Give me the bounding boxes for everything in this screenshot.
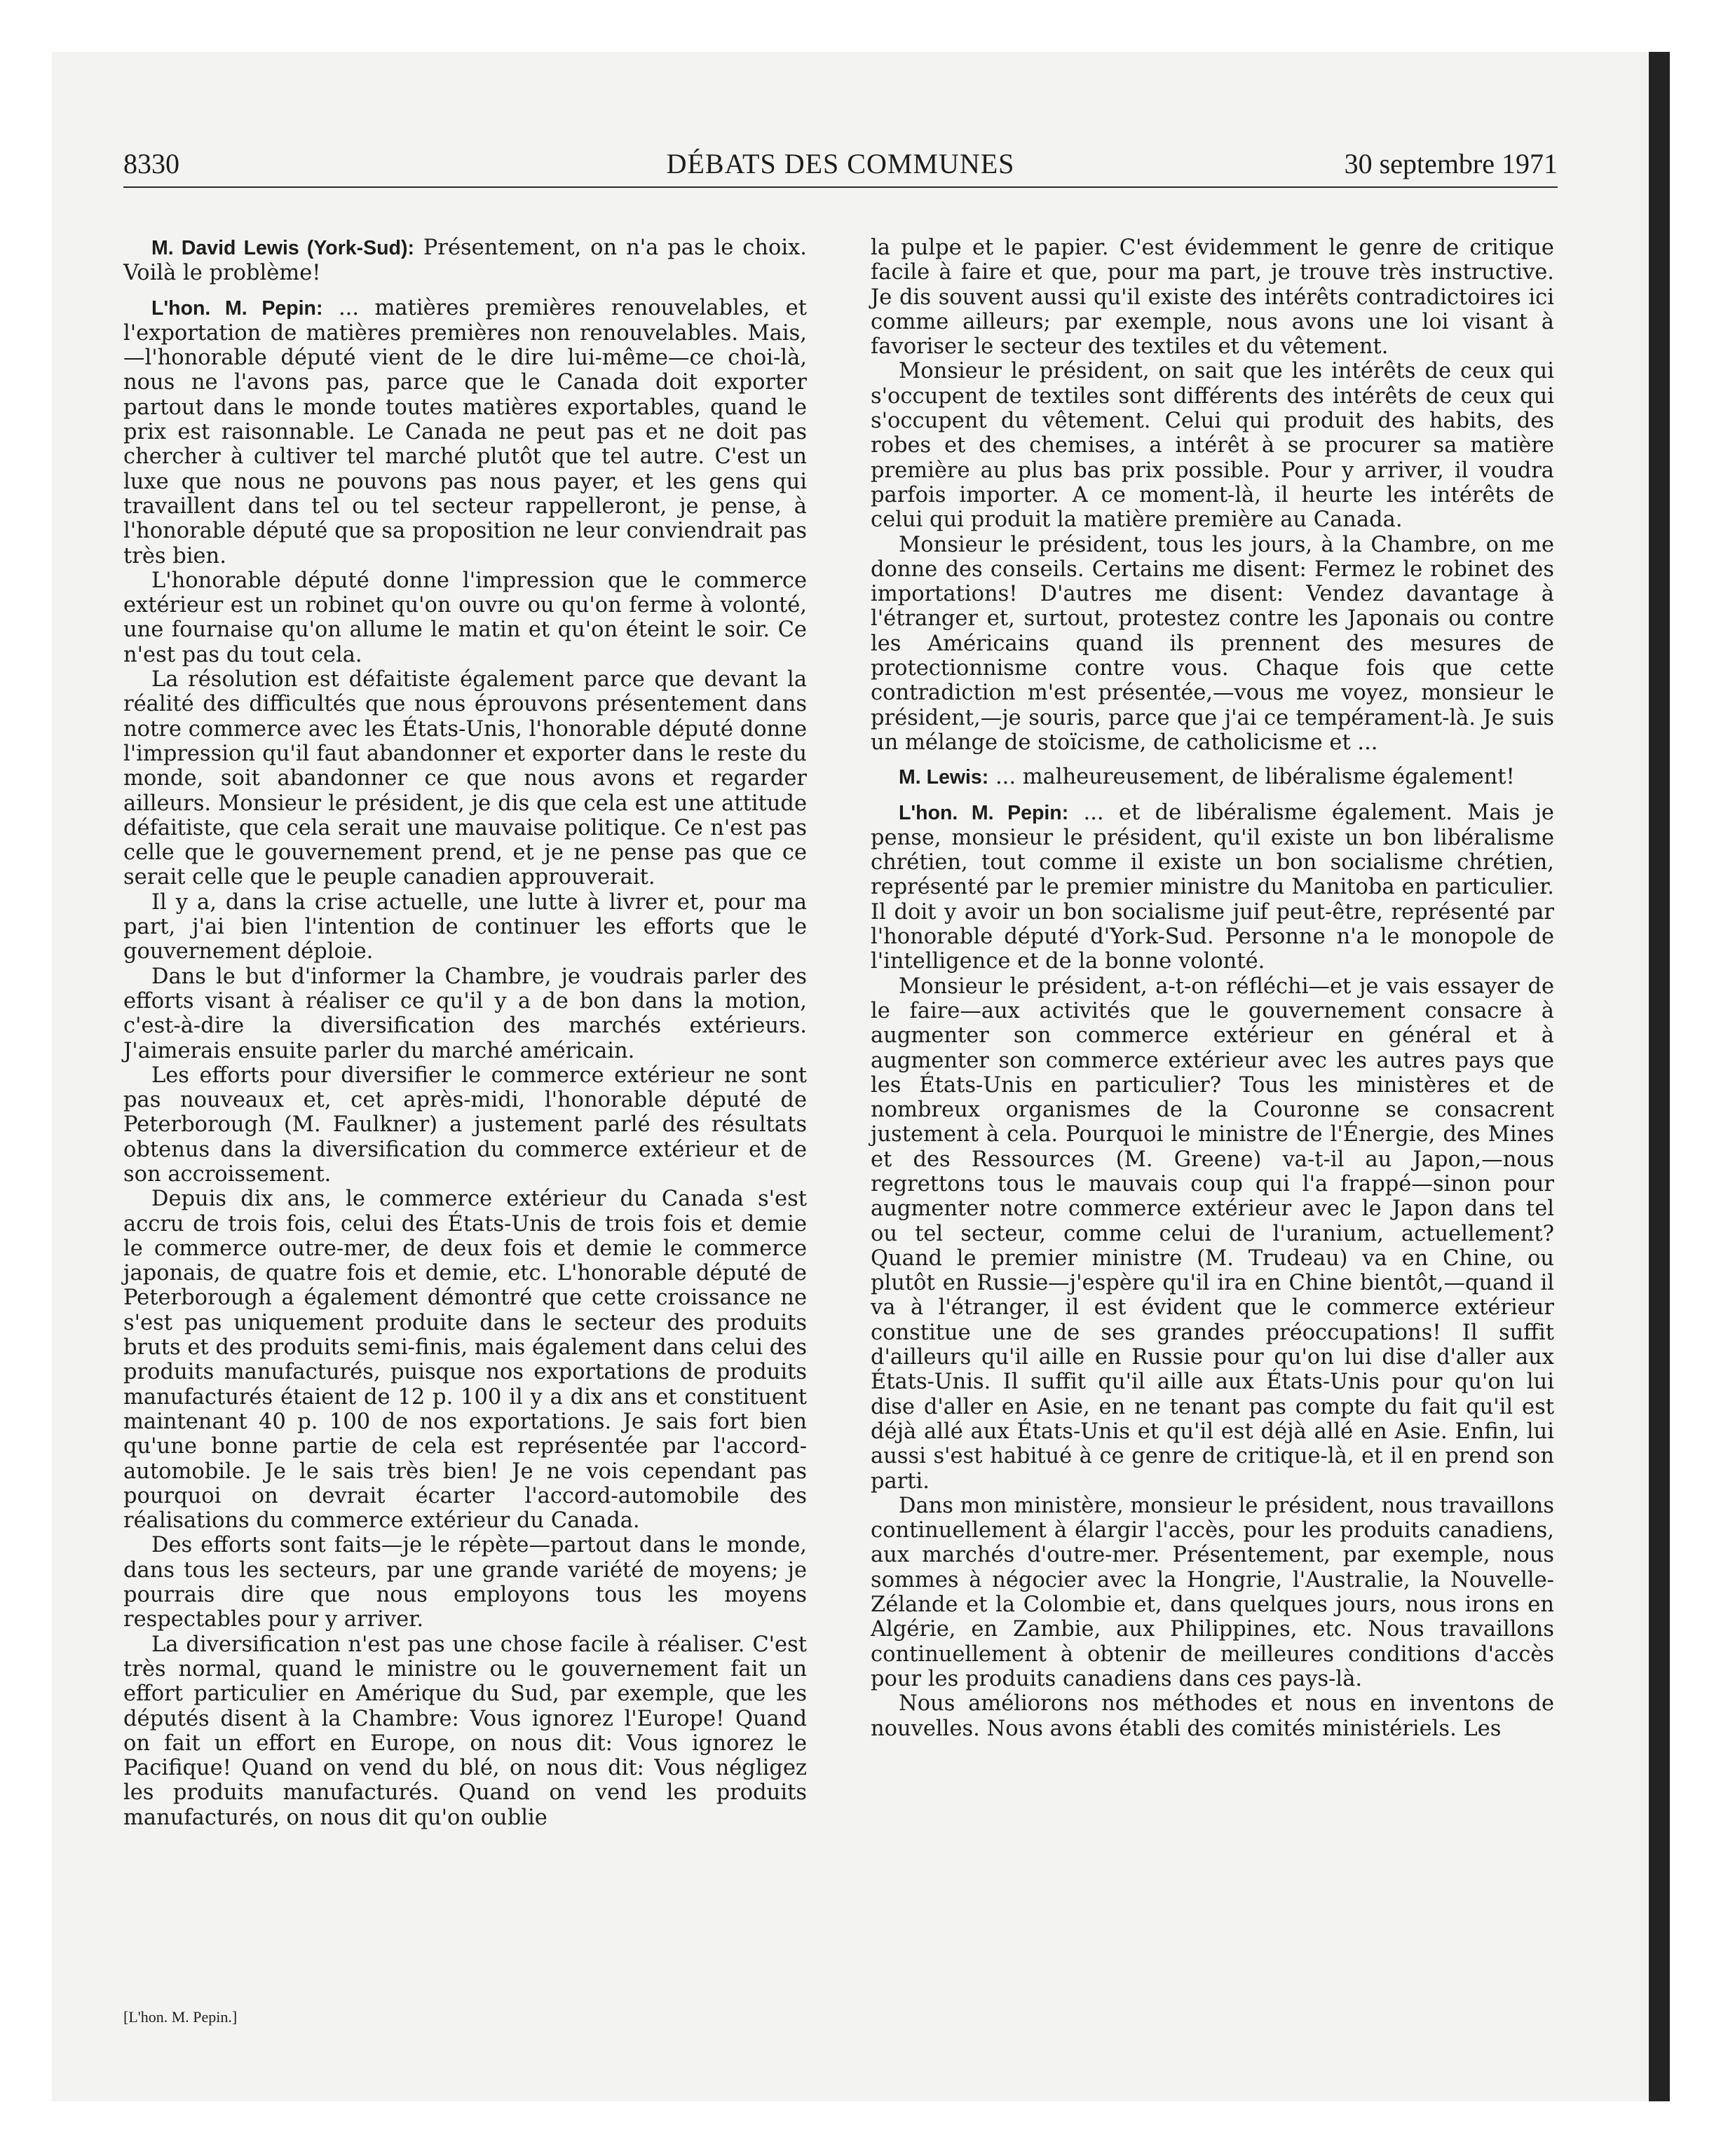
speech-text: ... matières premières renouvelables, et l'exportation de matières premières non renouvelables. Mais,—l'honorable député vient de le dire lui-même—ce choi-là, nous ne l'avons pas, parce que le Canada doit exporter partout dans le monde toutes matières exportables, quand le prix est raisonnable. Le Canada ne peut pas et ne doit pas chercher à cultiver tel marché plutôt que tel autre. C'est un luxe que nous ne pouvons pas nous payer, et les gens qui travaillent dans tel ou tel secteur rappelleront, je pense, à l'honorable député que sa proposition ne leur conviendrait pas très bien. — [123, 295, 807, 568]
speaker-name: M. Lewis: — [899, 766, 989, 789]
speaker-footnote: [L'hon. M. Pepin.] — [123, 2008, 238, 2026]
running-header — [123, 144, 1558, 188]
paragraph: Depuis dix ans, le commerce extérieur du Canada s'est accru de trois fois, celui des États-Unis de trois fois et demie le commerce outre-mer, de deux fois et demie le commerce japonais, de quatre fois et demie, etc. L'honorable député de Peterborough a également démontré que cette croissance ne s'est pas uniquement produite dans le secteur des produits bruts et des produits semi-finis, mais également dans celui des produits manufacturés, puisque nos exportations de produits manufacturés étaient de 12 p. 100 il y a dix ans et constituent maintenant 40 p. 100 de nos exportations. Je sais fort bien qu'une bonne partie de cela est représentée par l'accord-automobile. Je le sais très bien! Je ne vois cependant pas pourquoi on devrait écarter l'accord-automobile des réalisations du commerce extérieur du Canada. — [123, 1187, 807, 1534]
speech-text: ... et de libéralisme également. Mais je pense, monsieur le président, qu'il existe un bon libéralisme chrétien, tout comme il existe un bon socialisme chrétien, représenté par le premier ministre du Manitoba en particulier. Il doit y avoir un bon socialisme juif peut-être, représenté par l'honorable député d'York-Sud. Personne n'a le monopole de l'intelligence et de la bonne volonté. — [871, 800, 1554, 974]
page-number: 8330 — [123, 148, 179, 179]
scan-binding-edge — [1649, 52, 1670, 2101]
right-column — [871, 236, 1554, 1741]
paragraph: Monsieur le président, tous les jours, à la Chambre, on me donne des conseils. Certains me disent: Fermez le robinet des importations! D'autres me disent: Vendez davantage à l'étranger et, surtout, protestez contre les Japonais ou contre les Américains quand ils prennent des mesures de protectionnisme contre vous. Chaque fois que cette contradiction m'est présentée,—vous me voyez, monsieur le président,—je souris, parce que j'ai ce tempérament-là. Je suis un mélange de stoïcisme, de catholicisme et ... — [871, 532, 1554, 755]
publication-title: DÉBATS DES COMMUNES — [666, 148, 1015, 179]
paragraph — [871, 765, 1554, 790]
paragraph — [871, 800, 1554, 974]
paragraph — [123, 236, 807, 286]
paragraph: Des efforts sont faits—je le répète—partout dans le monde, dans tous les secteurs, par une grande variété de moyens; je pourrais dire que nous employons tous les moyens respectables pour y arriver. — [123, 1533, 807, 1632]
paragraph: Monsieur le président, on sait que les intérêts de ceux qui s'occupent de textiles sont différents des intérêts de ceux qui s'occupent du vêtement. Celui qui produit des habits, des robes et des chemises, a intérêt à se procurer sa matière première au plus bas prix possible. Pour y arriver, il voudra parfois importer. A ce moment-là, il heurte les intérêts de celui qui produit la matière première au Canada. — [871, 359, 1554, 533]
paragraph — [123, 296, 807, 568]
paragraph: La diversification n'est pas une chose facile à réaliser. C'est très normal, quand le ministre ou le gouvernement fait un effort particulier en Amérique du Sud, par exemple, que les députés disent à la Chambre: Vous ignorez l'Europe! Quand on fait un effort en Europe, on nous dit: Vous ignorez le Pacifique! Quand on vend du blé, on nous dit: Vous négligez les produits manufacturés. Quand on vend les produits manufacturés, on nous dit qu'on oublie — [123, 1632, 807, 1830]
paragraph: la pulpe et le papier. C'est évidemment le genre de critique facile à faire et que, pour ma part, je trouve très instructive. Je dis souvent aussi qu'il existe des intérêts contradictoires ici comme ailleurs; par exemple, nous avons une loi visant à favoriser le secteur des textiles et du vêtement. — [871, 236, 1554, 360]
header-date: 30 septembre 1971 — [1344, 148, 1558, 179]
speaker-name: M. David Lewis (York-Sud): — [151, 237, 414, 259]
paragraph: Il y a, dans la crise actuelle, une lutte à livrer et, pour ma part, j'ai bien l'intention de continuer les efforts que le gouvernement déploie. — [123, 889, 807, 964]
speaker-name: L'hon. M. Pepin: — [899, 801, 1069, 824]
speaker-name: L'hon. M. Pepin: — [151, 296, 323, 320]
paragraph: Dans mon ministère, monsieur le président, nous travaillons continuellement à élargir l'accès, pour les produits canadiens, aux marchés d'outre-mer. Présentement, par exemple, nous sommes à négocier avec la Hongrie, l'Australie, la Nouvelle-Zélande et la Colombie et, dans quelques jours, nous irons en Algérie, en Zambie, aux Philippines, etc. Nous travaillons continuellement à obtenir de meilleures conditions d'accès pour les produits canadiens dans ces pays-là. — [871, 1493, 1554, 1691]
paragraph: La résolution est défaitiste également parce que devant la réalité des difficultés que nous éprouvons présentement dans notre commerce avec les États-Unis, l'honorable député donne l'impression qu'il faut abandonner et exporter dans le reste du monde, soit abandonner ce que nous avons et regarder ailleurs. Monsieur le président, je dis que cela est une attitude défaitiste, que cela serait une mauvaise politique. Ce n'est pas celle que le gouvernement prend, et je ne pense pas que ce serait celle que le peuple canadien approuverait. — [123, 667, 807, 890]
speech-text: ... malheureusement, de libéralisme également! — [988, 765, 1515, 790]
paragraph: L'honorable député donne l'impression que le commerce extérieur est un robinet qu'on ouvre ou qu'on ferme à volonté, une fournaise qu'on allume le matin et qu'on éteint le soir. Ce n'est pas du tout cela. — [123, 568, 807, 667]
paragraph: Les efforts pour diversifier le commerce extérieur ne sont pas nouveaux et, cet après-midi, l'honorable député de Peterborough (M. Faulkner) a justement parlé des résultats obtenus dans la diversification du commerce extérieur et de son accroissement. — [123, 1063, 807, 1187]
paragraph: Nous améliorons nos méthodes et nous en inventons de nouvelles. Nous avons établi des comités ministériels. Les — [871, 1691, 1554, 1741]
left-column — [123, 236, 807, 1830]
paragraph: Monsieur le président, a-t-on réfléchi—et je vais essayer de le faire—aux activités que le gouvernement consacre à augmenter son commerce extérieur en général et à augmenter son commerce extérieur avec les autres pays que les États-Unis en particulier? Tous les ministères et de nombreux organismes de la Couronne se consacrent justement à cela. Pourquoi le ministre de l'Énergie, des Mines et des Ressources (M. Greene) va-t-il au Japon,—nous regrettons tous le mauvais coup qui l'a frappé—sinon pour augmenter notre commerce extérieur avec le Japon dans tel ou tel secteur, comme celui de l'uranium, actuellement? Quand le premier ministre (M. Trudeau) va en Chine, ou plutôt en Russie—j'espère qu'il ira en Chine bientôt,—quand il va à l'étranger, il est évident que le commerce extérieur constitue une de ses grandes préoccupations! Il suffit d'ailleurs qu'il aille en Russie pour qu'on lui dise d'aller aux États-Unis. Il suffit qu'il aille aux États-Unis pour qu'on lui dise d'aller en Asie, en ne tenant pas compte du fait qu'il est déjà allé aux États-Unis et qu'il est déjà allé en Asie. Enfin, lui aussi s'est habitué à ce genre de critique-là, et il en prend son parti. — [871, 974, 1554, 1494]
speech-text: Présentement, on n'a pas le choix. Voilà le problème! — [123, 236, 807, 286]
paragraph: Dans le but d'informer la Chambre, je voudrais parler des efforts visant à réaliser ce qu'il y a de bon dans la motion, c'est-à-dire la diversification des marchés extérieurs. J'aimerais ensuite parler du marché américain. — [123, 964, 807, 1063]
